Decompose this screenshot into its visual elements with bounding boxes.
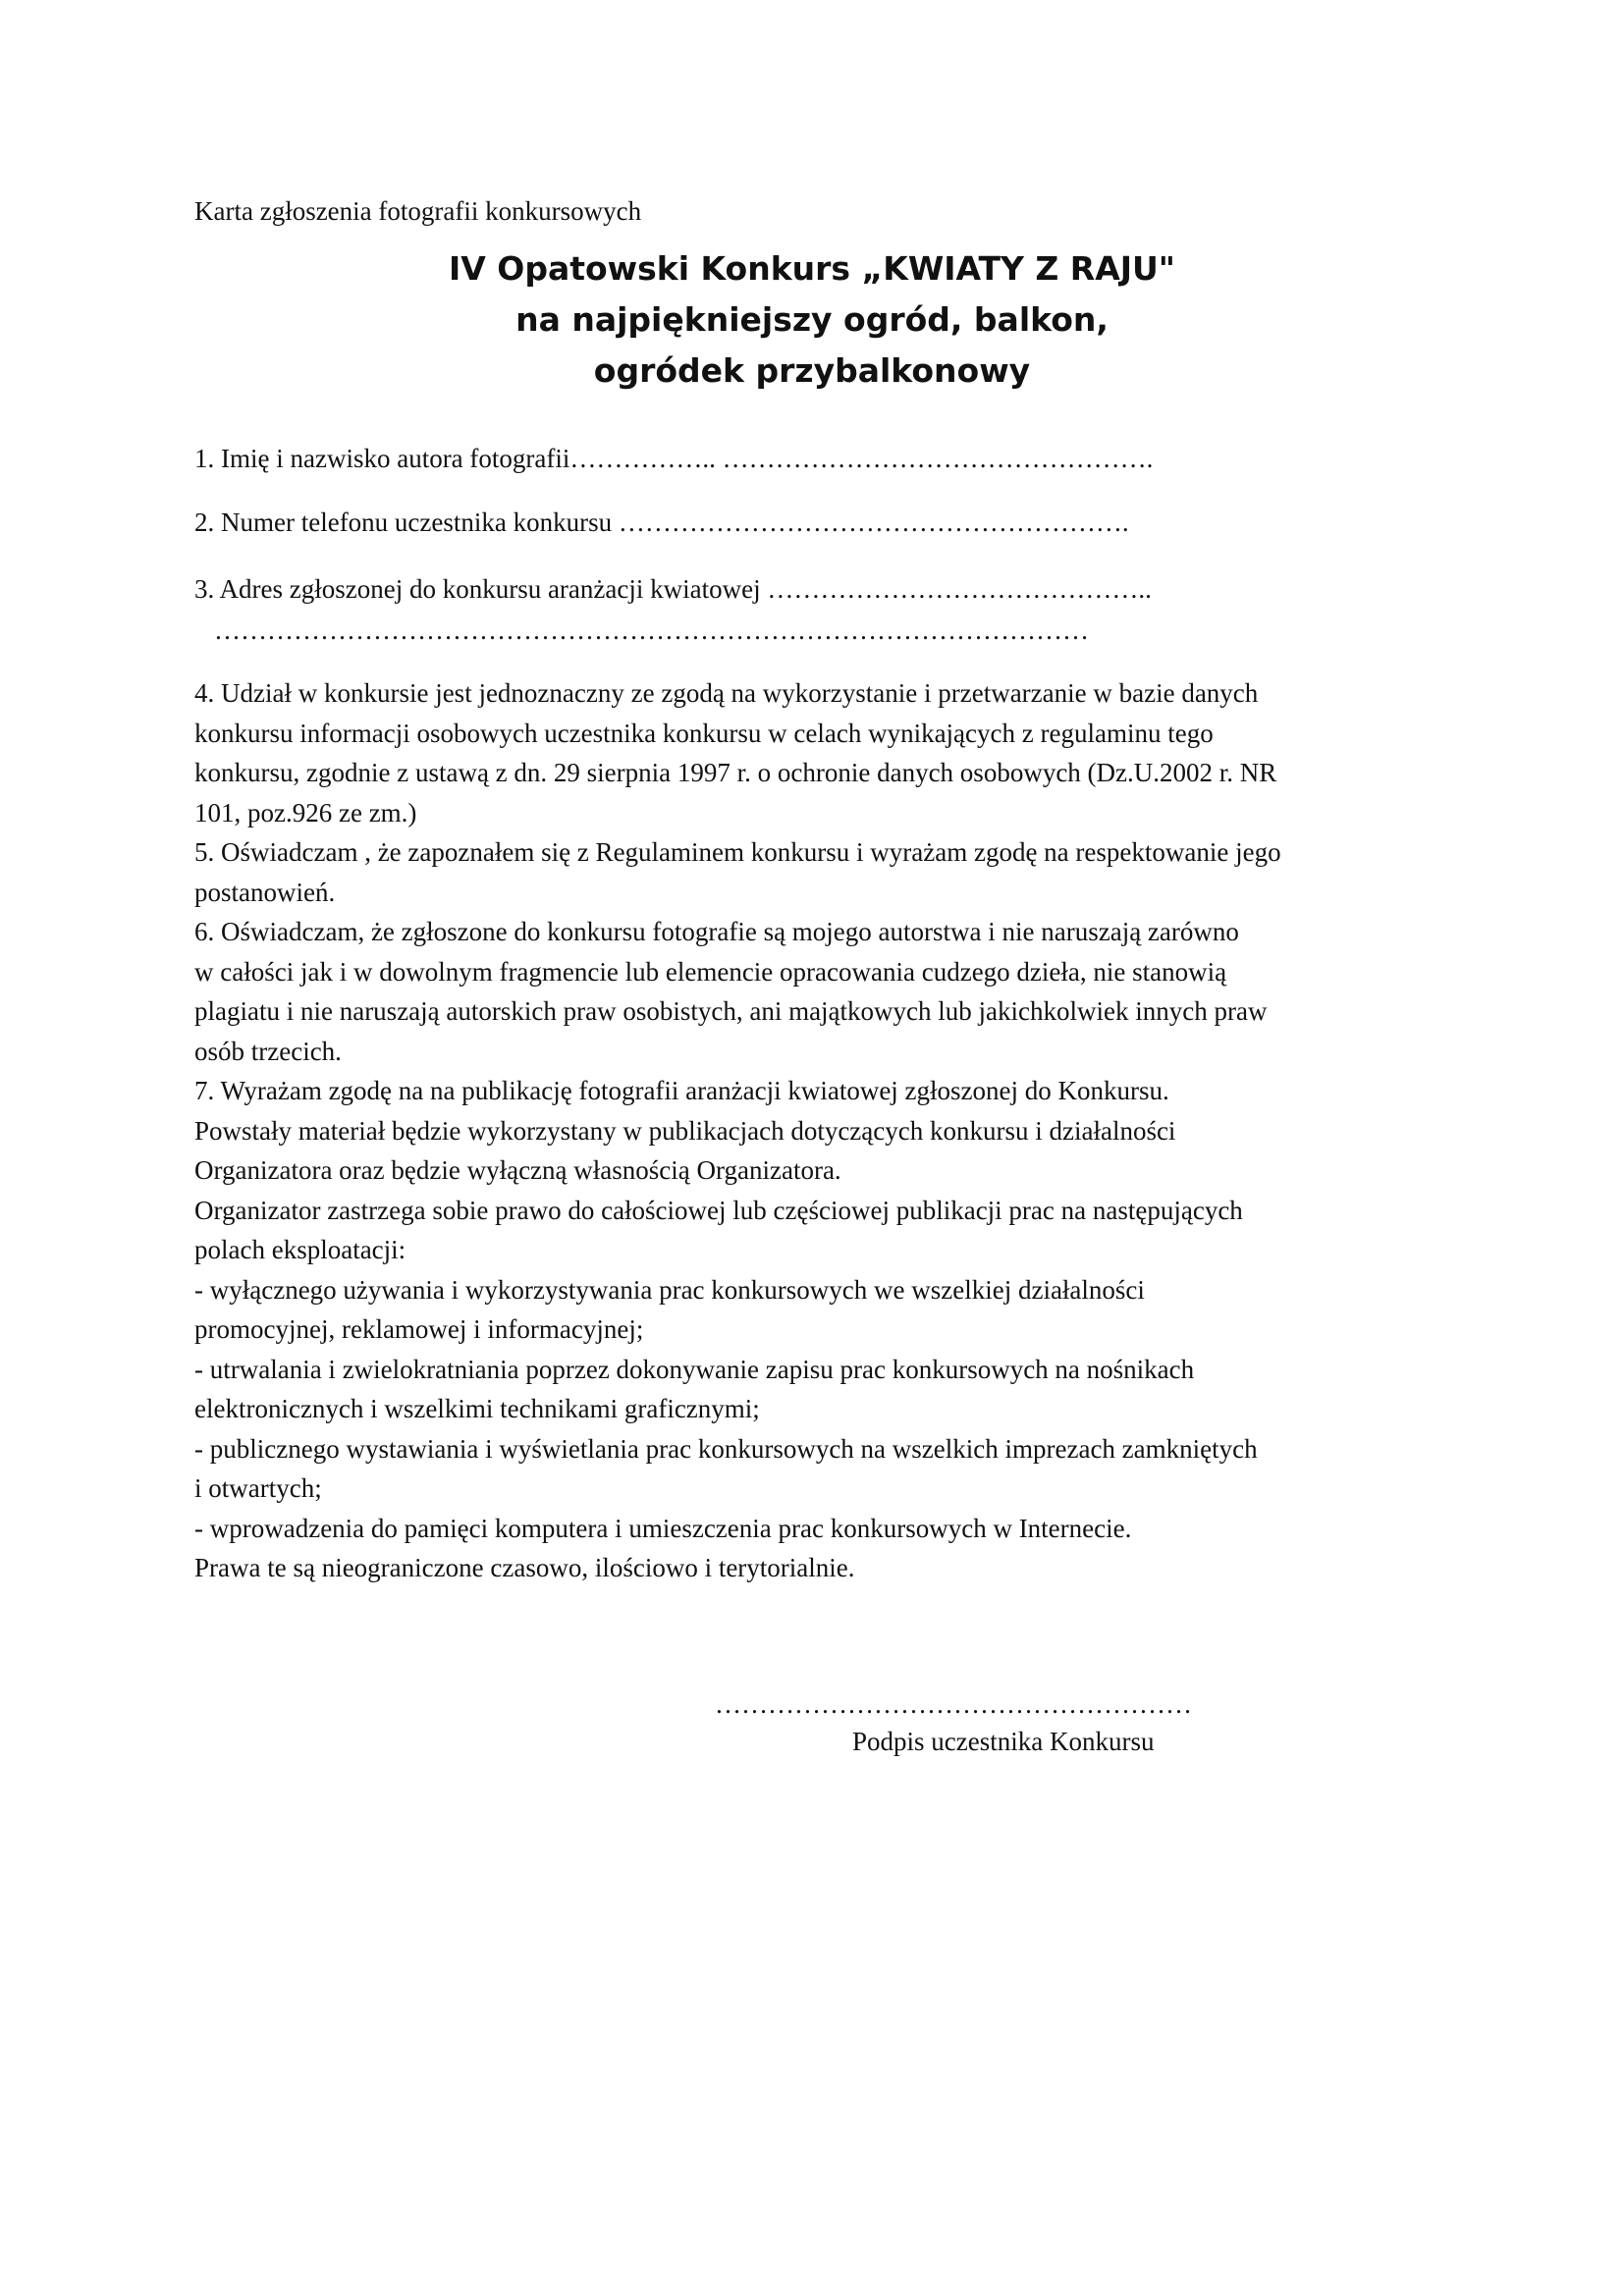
body-line: konkursu, zgodnie z ustawą z dn. 29 sierpnia 1997 r. o ochronie danych osobowych (Dz.U.2002 r. NR xyxy=(194,758,1277,787)
signature-label: Podpis uczestnika Konkursu xyxy=(852,1727,1155,1756)
field-phone-label: 2. Numer telefonu uczestnika konkursu xyxy=(194,507,619,537)
field-address-dots: …………………………………….. xyxy=(767,574,1152,604)
field-phone xyxy=(194,506,1129,539)
body-line: - utrwalania i zwielokratniania poprzez dokonywanie zapisu prac konkursowych na nośnikach xyxy=(194,1354,1195,1384)
body-line: postanowień. xyxy=(194,877,336,907)
field-author-name xyxy=(194,442,1153,475)
body-line: 6. Oświadczam, że zgłoszone do konkursu fotografie są mojego autorstwa i nie naruszają zarówno xyxy=(194,917,1239,946)
body-line: konkursu informacji osobowych uczestnika konkursu w celach wynikających z regulaminu tego xyxy=(194,718,1214,748)
field-address-label: 3. Adres zgłoszonej do konkursu aranżacji kwiatowej xyxy=(194,574,768,604)
body-line: w całości jak i w dowolnym fragmencie lub elemencie opracowania cudzego dzieła, nie stanowią xyxy=(194,956,1227,987)
body-line: osób trzecich. xyxy=(194,1036,342,1066)
body-line: Organizatora oraz będzie wyłączną własnością Organizatora. xyxy=(194,1155,841,1185)
contest-title xyxy=(0,243,1624,397)
field-address-continuation: ……………………………………………………………………………………… xyxy=(214,615,1089,645)
field-phone-dots: …………………………………………………. xyxy=(618,507,1129,537)
body-line: 5. Oświadczam , że zapoznałem się z Regulaminem konkursu i wyrażam zgodę na respektowanie jego xyxy=(194,837,1281,867)
body-line: polach eksploatacji: xyxy=(194,1235,406,1264)
body-line: - wyłącznego używania i wykorzystywania prac konkursowych we wszelkiej działalności xyxy=(194,1274,1145,1305)
body-line: plagiatu i nie naruszają autorskich praw osobistych, ani majątkowych lub jakichkolwiek innych praw xyxy=(194,996,1268,1026)
field-author-name-dots: …………….. …………………………………………. xyxy=(569,444,1154,473)
body-line: 4. Udział w konkursie jest jednoznaczny ze zgodą na wykorzystanie i przetwarzanie w bazie danych xyxy=(194,678,1259,708)
signature-line: ……………………………………………… xyxy=(715,1689,1192,1719)
body-line: Prawa te są nieograniczone czasowo, ilościowo i terytorialnie. xyxy=(194,1553,855,1582)
form-header-label: Karta zgłoszenia fotografii konkursowych xyxy=(194,196,642,226)
signature-block xyxy=(715,1685,1304,1760)
consent-text xyxy=(194,673,1461,1588)
body-line: - publicznego wystawiania i wyświetlania prac konkursowych na wszelkich imprezach zamkniętych xyxy=(194,1433,1258,1464)
field-address xyxy=(194,572,1152,606)
body-line: Organizator zastrzega sobie prawo do całościowej lub częściowej publikacji prac na następujących xyxy=(194,1195,1243,1225)
body-line: - wprowadzenia do pamięci komputera i umieszczenia prac konkursowych w Internecie. xyxy=(194,1513,1132,1543)
body-line: promocyjnej, reklamowej i informacyjnej; xyxy=(194,1314,644,1344)
body-line: 101, poz.926 ze zm.) xyxy=(194,797,417,828)
title-line-3: ogródek przybalkonowy xyxy=(593,351,1031,390)
body-line: 7. Wyrażam zgodę na na publikację fotografii aranżacji kwiatowej zgłoszonej do Konkursu. xyxy=(194,1076,1169,1105)
body-line: i otwartych; xyxy=(194,1473,322,1503)
title-line-1: IV Opatowski Konkurs „KWIATY Z RAJU" xyxy=(448,249,1176,288)
body-line: elektronicznych i wszelkimi technikami graficznymi; xyxy=(194,1394,760,1423)
body-line: Powstały materiał będzie wykorzystany w publikacjach dotyczących konkursu i działalności xyxy=(194,1115,1176,1146)
field-author-name-label: 1. Imię i nazwisko autora fotografii xyxy=(194,444,570,473)
title-line-2: na najpiękniejszy ogród, balkon, xyxy=(515,300,1109,339)
